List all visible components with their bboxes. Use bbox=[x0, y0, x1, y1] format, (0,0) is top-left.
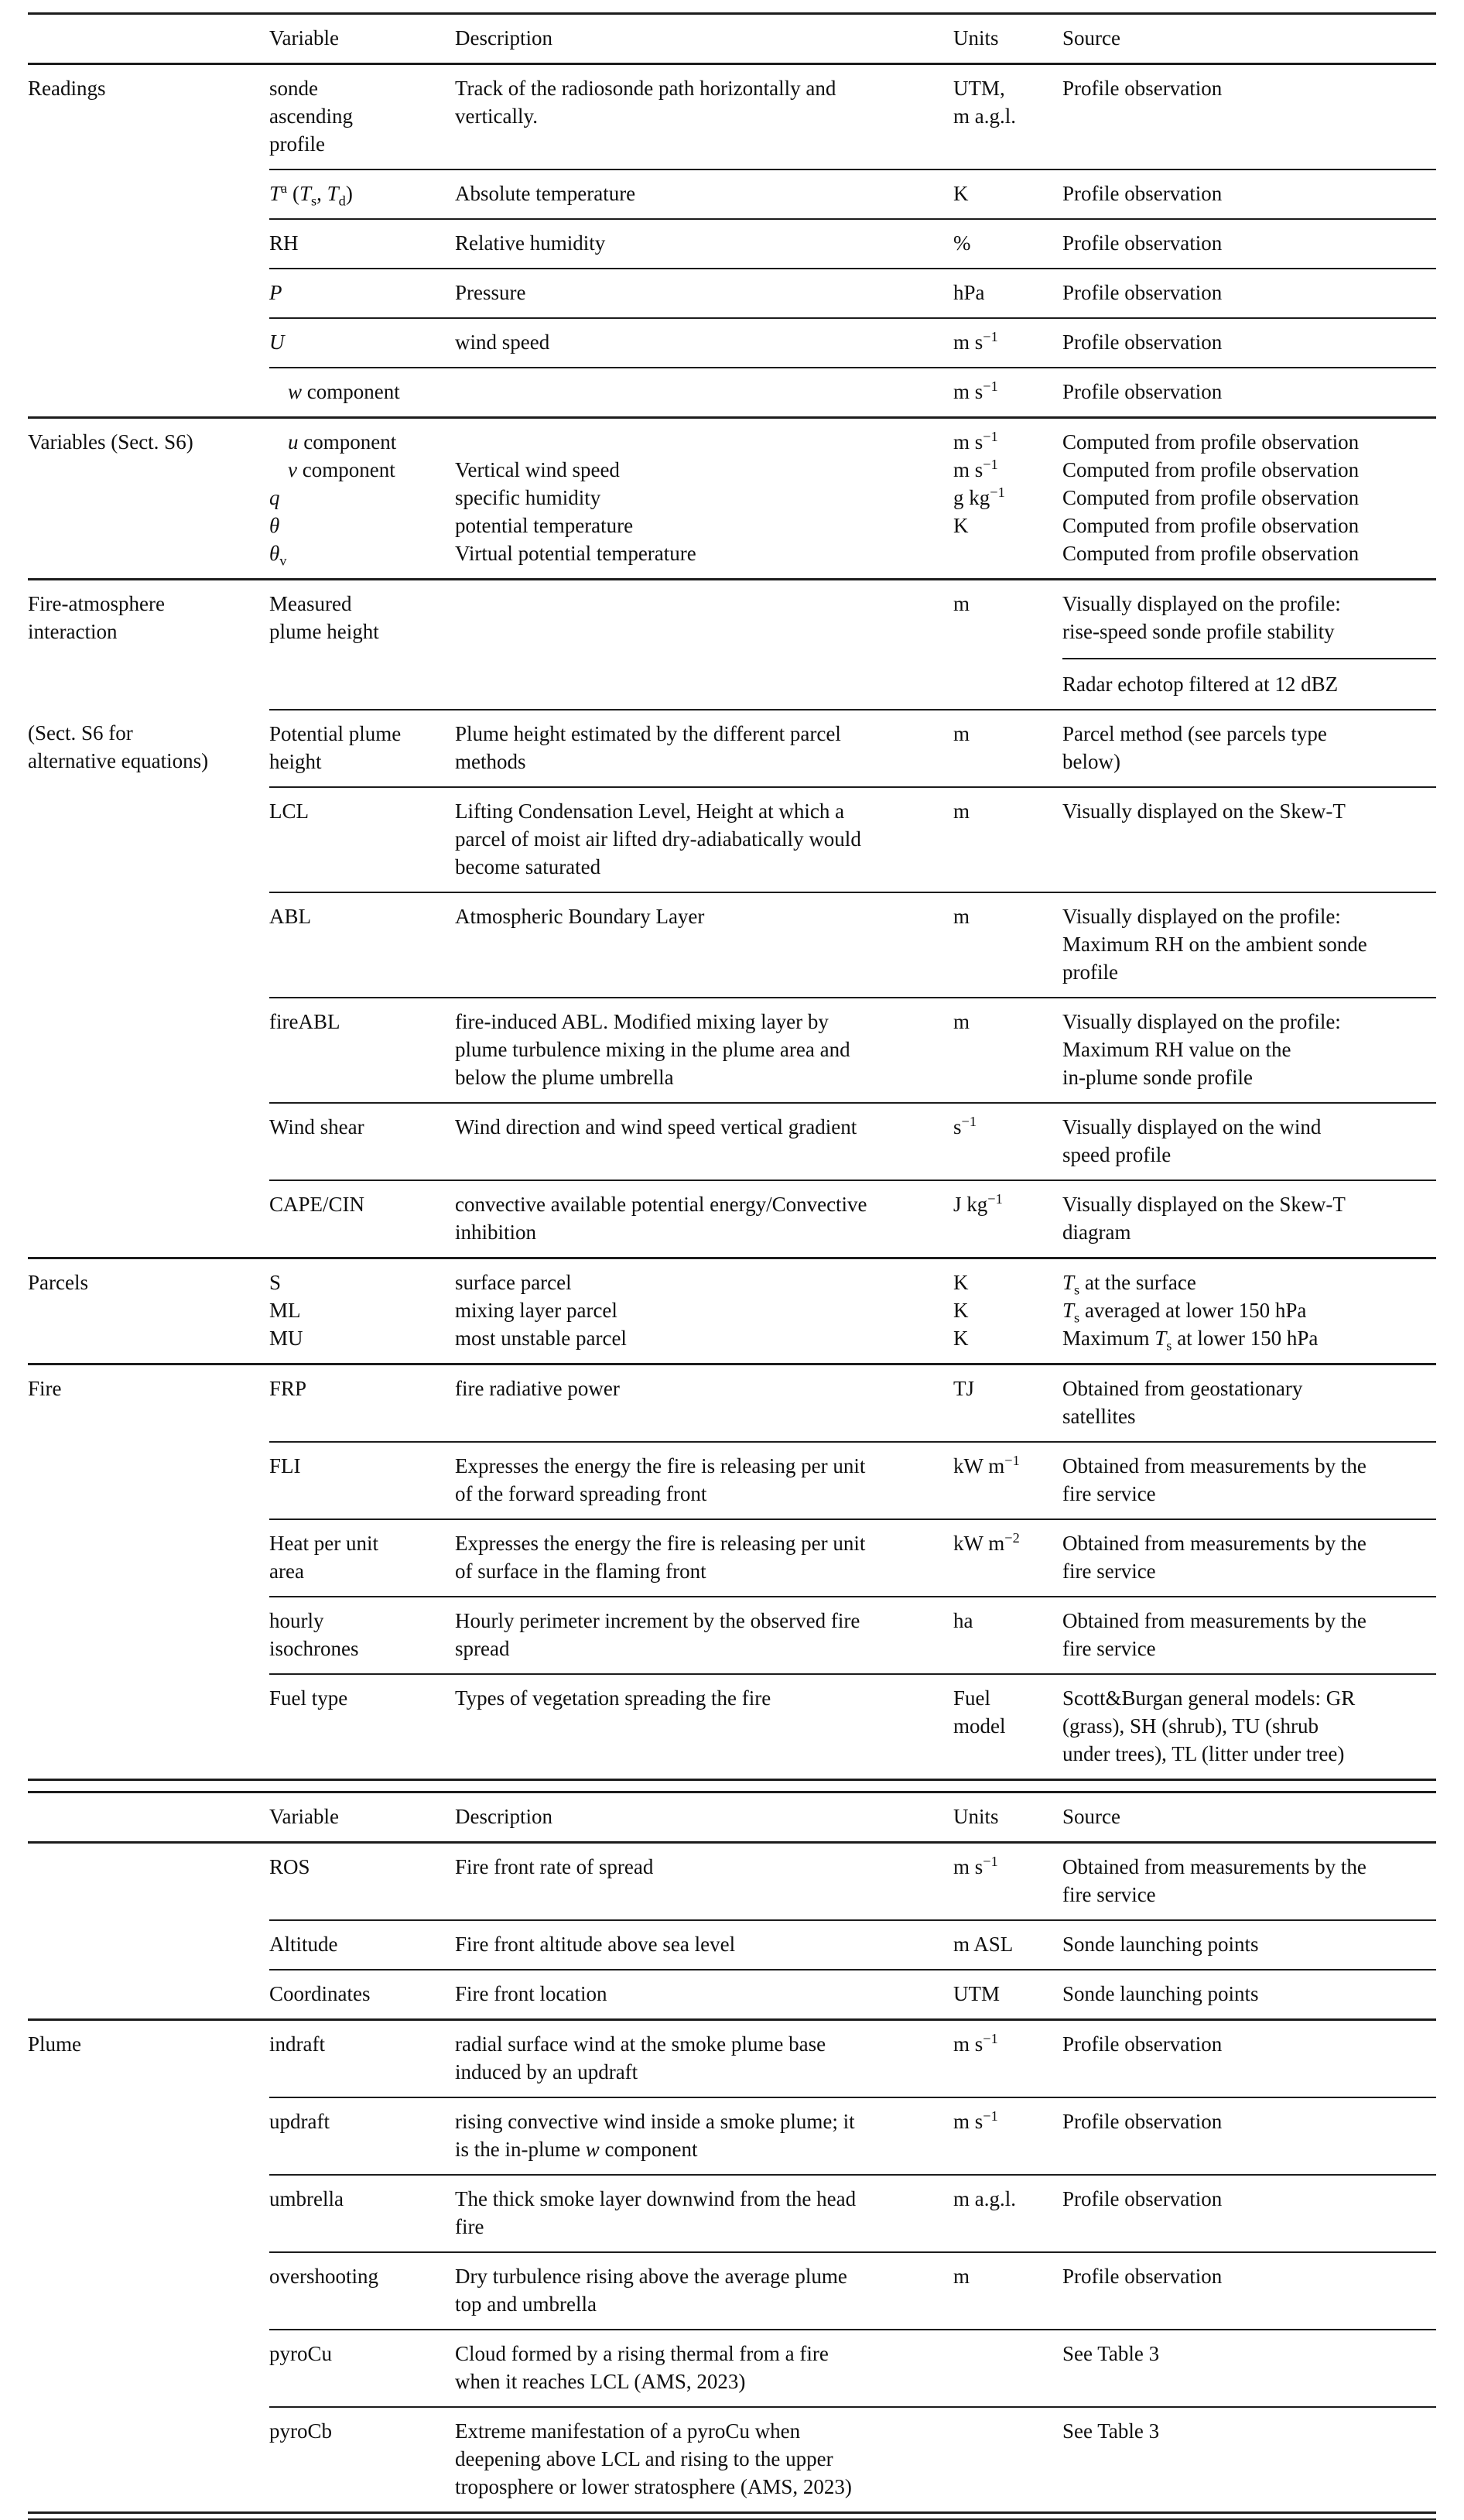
table-row bbox=[28, 1180, 1436, 1258]
table-row bbox=[28, 1258, 1436, 1364]
description-cell bbox=[455, 418, 953, 580]
table-row bbox=[28, 1970, 1436, 2020]
category-cell bbox=[28, 892, 269, 998]
cell-line: ML bbox=[269, 1299, 301, 1322]
variable-cell: Potential plume height bbox=[269, 710, 455, 787]
variable-cell: LCL bbox=[269, 787, 455, 892]
description-cell: radial surface wind at the smoke plume base induced by an updraft bbox=[455, 2020, 953, 2098]
header-description: Description bbox=[455, 14, 953, 64]
cell-line: $T_s$ averaged at lower 150 hPa bbox=[1062, 1299, 1307, 1326]
variables-table-1 bbox=[28, 12, 1436, 1781]
units-cell: hPa bbox=[953, 269, 1062, 318]
cell-line: Computed from profile observation bbox=[1062, 542, 1360, 565]
category-cell bbox=[28, 2097, 269, 2175]
source-cell: Visually displayed on the Skew-T diagram bbox=[1062, 1180, 1436, 1258]
units-cell: K bbox=[953, 169, 1062, 219]
source-cell: Profile observation bbox=[1062, 64, 1436, 170]
variable-cell: Heat per unit area bbox=[269, 1519, 455, 1597]
units-cell: kW $m^{-2}$ bbox=[953, 1519, 1062, 1597]
description-cell: Lifting Condensation Level, Height at which a parcel of moist air lifted dry-adiabatically would become saturated bbox=[455, 787, 953, 892]
category-cell bbox=[28, 2330, 269, 2407]
source-cell bbox=[1062, 1258, 1436, 1364]
table-row bbox=[28, 2020, 1436, 2098]
source-cell: See Table 3 bbox=[1062, 2330, 1436, 2407]
source-cell: Profile observation bbox=[1062, 2252, 1436, 2330]
variable-cell: RH bbox=[269, 219, 455, 269]
cell-line: K bbox=[953, 1299, 969, 1322]
units-cell bbox=[953, 418, 1062, 580]
source-cell: Visually displayed on the wind speed profile bbox=[1062, 1103, 1436, 1180]
header-units: Units bbox=[953, 14, 1062, 64]
cell-line: mixing layer parcel bbox=[455, 1299, 617, 1322]
source-cell: Visually displayed on the profile: Maximum RH on the ambient sonde profile bbox=[1062, 892, 1436, 998]
units-cell bbox=[953, 2330, 1062, 2407]
header-units: Units bbox=[953, 1792, 1062, 1843]
description-cell: Cloud formed by a rising thermal from a fire when it reaches LCL (AMS, 2023) bbox=[455, 2330, 953, 2407]
description-cell: Atmospheric Boundary Layer bbox=[455, 892, 953, 998]
header-empty-cell bbox=[28, 1792, 269, 1843]
variable-cell: sonde ascending profile bbox=[269, 64, 455, 170]
cell-line: K bbox=[953, 514, 969, 537]
description-cell: Expresses the energy the fire is releasing per unit of the forward spreading front bbox=[455, 1442, 953, 1519]
table-row bbox=[28, 892, 1436, 998]
table-row bbox=[28, 1843, 1436, 1921]
units-cell: Fuel model bbox=[953, 1674, 1062, 1780]
source-cell: Visually displayed on the Skew-T bbox=[1062, 787, 1436, 892]
description-cell: The thick smoke layer downwind from the head fire bbox=[455, 2175, 953, 2252]
category-cell bbox=[28, 1103, 269, 1180]
description-cell bbox=[455, 580, 953, 710]
source-cell bbox=[1062, 418, 1436, 580]
category-cell bbox=[28, 2175, 269, 2252]
table-row bbox=[28, 219, 1436, 269]
table-row bbox=[28, 1674, 1436, 1780]
header-variable: Variable bbox=[269, 1792, 455, 1843]
description-cell: Extreme manifestation of a pyroCu when deepening above LCL and rising to the upper troposphere or lower stratosphere (AMS, 2023) bbox=[455, 2407, 953, 2513]
units-cell: m bbox=[953, 892, 1062, 998]
units-cell: m bbox=[953, 710, 1062, 787]
source-cell: Parcel method (see parcels type below) bbox=[1062, 710, 1436, 787]
cell-line: θ bbox=[269, 514, 280, 537]
source-cell: Profile observation bbox=[1062, 318, 1436, 368]
variable-cell: pyroCb bbox=[269, 2407, 455, 2513]
cell-line: q bbox=[269, 486, 280, 509]
variable-cell bbox=[269, 368, 455, 418]
source-cell: Sonde launching points bbox=[1062, 1920, 1436, 1970]
variable-cell: FRP bbox=[269, 1364, 455, 1443]
cell-line: $\theta_v$ bbox=[269, 542, 287, 569]
variable-cell: Measured plume height bbox=[269, 580, 455, 710]
source-cell: Sonde launching points bbox=[1062, 1970, 1436, 2020]
variable-cell: Fuel type bbox=[269, 1674, 455, 1780]
variable-cell: pyroCu bbox=[269, 2330, 455, 2407]
source-cell: Scott&Burgan general models: GR (grass), SH (shrub), TU (shrub under trees), TL (litter under tree) bbox=[1062, 1674, 1436, 1780]
cell-line: most unstable parcel bbox=[455, 1327, 627, 1350]
variable-cell: fireABL bbox=[269, 998, 455, 1103]
source-cell: Obtained from geostationary satellites bbox=[1062, 1364, 1436, 1443]
source-subrow: Radar echotop filtered at 12 dBZ bbox=[1062, 658, 1436, 698]
table-row bbox=[28, 2097, 1436, 2175]
category-cell bbox=[28, 998, 269, 1103]
category-cell bbox=[28, 219, 269, 269]
units-cell: m ASL bbox=[953, 1920, 1062, 1970]
table-row bbox=[28, 64, 1436, 170]
category-cell: Parcels bbox=[28, 1258, 269, 1364]
variable-cell: CAPE/CIN bbox=[269, 1180, 455, 1258]
cell-line: Maximum $T_s$ at lower 150 hPa bbox=[1062, 1327, 1319, 1354]
description-cell: Fire front location bbox=[455, 1970, 953, 2020]
cell-line: v component bbox=[288, 458, 395, 481]
units-cell: $s^{-1}$ bbox=[953, 1103, 1062, 1180]
source-cell: See Table 3 bbox=[1062, 2407, 1436, 2513]
category-cell: Variables (Sect. S6) bbox=[28, 418, 269, 580]
variable-cell: FLI bbox=[269, 1442, 455, 1519]
cell-line: u component bbox=[288, 430, 397, 454]
units-cell: % bbox=[953, 219, 1062, 269]
cell-line: g $kg^{-1}$ bbox=[953, 484, 1005, 509]
cell-line: Computed from profile observation bbox=[1062, 458, 1360, 481]
category-cell: (Sect. S6 for alternative equations) bbox=[28, 721, 209, 772]
units-cell: m bbox=[953, 787, 1062, 892]
category-cell bbox=[28, 1674, 269, 1780]
description-cell: Hourly perimeter increment by the observed fire spread bbox=[455, 1597, 953, 1674]
variable-cell: Wind shear bbox=[269, 1103, 455, 1180]
cell-line: K bbox=[953, 1271, 969, 1294]
source-cell: Profile observation bbox=[1062, 2097, 1436, 2175]
units-cell bbox=[953, 2407, 1062, 2513]
table-row bbox=[28, 269, 1436, 318]
units-cell: m bbox=[953, 2252, 1062, 2330]
description-cell: Fire front rate of spread bbox=[455, 1843, 953, 1921]
category-cell bbox=[28, 1970, 269, 2020]
units-cell: ha bbox=[953, 1597, 1062, 1674]
variable-cell: P bbox=[269, 269, 455, 318]
description-cell: rising convective wind inside a smoke plume; it is the in-plume w component bbox=[455, 2097, 953, 2175]
header-description: Description bbox=[455, 1792, 953, 1843]
header-empty-cell bbox=[28, 14, 269, 64]
table-row bbox=[28, 2175, 1436, 2252]
header-source: Source bbox=[1062, 1792, 1436, 1843]
cell-line: surface parcel bbox=[455, 1271, 572, 1294]
units-cell: m bbox=[953, 580, 1062, 710]
variable-cell: indraft bbox=[269, 2020, 455, 2098]
variable-cell: $T^a$ ($T_s$, $T_d$) bbox=[269, 169, 455, 219]
cell-line: K bbox=[953, 1327, 969, 1350]
description-cell bbox=[455, 368, 953, 418]
cell-line: Computed from profile observation bbox=[1062, 514, 1360, 537]
description-cell: Relative humidity bbox=[455, 219, 953, 269]
description-cell: Track of the radiosonde path horizontally and vertically. bbox=[455, 64, 953, 170]
table-row bbox=[28, 1519, 1436, 1597]
description-cell: Types of vegetation spreading the fire bbox=[455, 1674, 953, 1780]
description-cell: Absolute temperature bbox=[455, 169, 953, 219]
variable-cell: umbrella bbox=[269, 2175, 455, 2252]
description-cell: Dry turbulence rising above the average plume top and umbrella bbox=[455, 2252, 953, 2330]
cell-line bbox=[953, 539, 1044, 567]
header-variable: Variable bbox=[269, 14, 455, 64]
table-row bbox=[28, 1442, 1436, 1519]
category-cell bbox=[28, 1442, 269, 1519]
source-cell: Profile observation bbox=[1062, 2175, 1436, 2252]
header-source: Source bbox=[1062, 14, 1436, 64]
table-row bbox=[28, 1597, 1436, 1674]
category-cell: Fire-atmosphere interaction bbox=[28, 580, 269, 710]
cell-line: S bbox=[269, 1271, 282, 1294]
category-cell: Readings bbox=[28, 64, 269, 170]
description-cell: Pressure bbox=[455, 269, 953, 318]
variable-cell: overshooting bbox=[269, 2252, 455, 2330]
category-cell: Plume bbox=[28, 2020, 269, 2098]
table-row bbox=[28, 318, 1436, 368]
table-row bbox=[28, 418, 1436, 580]
cell-line: Vertical wind speed bbox=[455, 458, 620, 481]
source-cell: Profile observation bbox=[1062, 169, 1436, 219]
source-cell: Profile observation bbox=[1062, 219, 1436, 269]
category-cell bbox=[28, 1920, 269, 1970]
category-cell bbox=[28, 318, 269, 368]
description-cell: wind speed bbox=[455, 318, 953, 368]
description-cell: fire radiative power bbox=[455, 1364, 953, 1443]
source-cell: Profile observation bbox=[1062, 269, 1436, 318]
table-row bbox=[28, 2407, 1436, 2513]
table-row bbox=[28, 1364, 1436, 1443]
source-cell: Obtained from measurements by the fire service bbox=[1062, 1442, 1436, 1519]
table-row bbox=[28, 710, 1436, 787]
variable-cell: U bbox=[269, 318, 455, 368]
units-cell: m $s^{-1}$ bbox=[953, 318, 1062, 368]
source-cell: Profile observation bbox=[1062, 368, 1436, 418]
category-cell bbox=[28, 787, 269, 892]
units-cell: m $s^{-1}$ bbox=[953, 2097, 1062, 2175]
variables-table-2 bbox=[28, 1791, 1436, 2514]
cell-line: specific humidity bbox=[455, 486, 601, 509]
variable-cell: updraft bbox=[269, 2097, 455, 2175]
source-subrow: Visually displayed on the profile: rise-speed sonde profile stability bbox=[1062, 592, 1341, 643]
category-cell bbox=[28, 1843, 269, 1921]
table-header-row bbox=[28, 14, 1436, 64]
source-cell: Obtained from measurements by the fire service bbox=[1062, 1843, 1436, 1921]
units-cell: m bbox=[953, 998, 1062, 1103]
cell-line: potential temperature bbox=[455, 514, 634, 537]
table-row bbox=[28, 1103, 1436, 1180]
cell-line bbox=[455, 428, 935, 456]
variable-cell bbox=[269, 418, 455, 580]
category-cell bbox=[28, 368, 269, 418]
table-row bbox=[28, 1920, 1436, 1970]
cell-line: $T_s$ at the surface bbox=[1062, 1271, 1196, 1298]
units-cell: m $s^{-1}$ bbox=[953, 1843, 1062, 1921]
variable-cell: ROS bbox=[269, 1843, 455, 1921]
variable-cell: hourly isochrones bbox=[269, 1597, 455, 1674]
double-rule-gap bbox=[28, 1781, 1464, 1791]
table-header-row bbox=[28, 1792, 1436, 1843]
units-cell: kW $m^{-1}$ bbox=[953, 1442, 1062, 1519]
category-cell: Fire bbox=[28, 1364, 269, 1443]
description-cell: Plume height estimated by the different parcel methods bbox=[455, 710, 953, 787]
variable-cell: Coordinates bbox=[269, 1970, 455, 2020]
units-cell: m $s^{-1}$ bbox=[953, 368, 1062, 418]
variable-cell: ABL bbox=[269, 892, 455, 998]
description-cell: Wind direction and wind speed vertical gradient bbox=[455, 1103, 953, 1180]
category-cell bbox=[28, 1519, 269, 1597]
cell-line: Virtual potential temperature bbox=[455, 542, 696, 565]
description-cell: fire-induced ABL. Modified mixing layer by plume turbulence mixing in the plume area and below the plume umbrella bbox=[455, 998, 953, 1103]
table-row bbox=[28, 368, 1436, 418]
category-cell bbox=[28, 269, 269, 318]
units-cell: TJ bbox=[953, 1364, 1062, 1443]
category-cell bbox=[28, 2252, 269, 2330]
source-cell: Obtained from measurements by the fire service bbox=[1062, 1519, 1436, 1597]
units-cell: UTM, m a.g.l. bbox=[953, 64, 1062, 170]
cell-line: w component bbox=[288, 380, 400, 403]
table-row bbox=[28, 787, 1436, 892]
category-cell bbox=[28, 1180, 269, 1258]
units-cell: m a.g.l. bbox=[953, 2175, 1062, 2252]
category-cell bbox=[28, 2407, 269, 2513]
description-cell: Expresses the energy the fire is releasing per unit of surface in the flaming front bbox=[455, 1519, 953, 1597]
variable-cell: Altitude bbox=[269, 1920, 455, 1970]
description-cell: convective available potential energy/Convective inhibition bbox=[455, 1180, 953, 1258]
cell-line: m $s^{-1}$ bbox=[953, 429, 998, 454]
description-cell bbox=[455, 1258, 953, 1364]
cell-line: MU bbox=[269, 1327, 303, 1350]
units-cell: UTM bbox=[953, 1970, 1062, 2020]
table-row bbox=[28, 2330, 1436, 2407]
table-row bbox=[28, 998, 1436, 1103]
source-cell: Profile observation bbox=[1062, 2020, 1436, 2098]
units-cell bbox=[953, 1258, 1062, 1364]
category-cell bbox=[28, 1597, 269, 1674]
description-cell: Fire front altitude above sea level bbox=[455, 1920, 953, 1970]
units-cell: J $kg^{-1}$ bbox=[953, 1180, 1062, 1258]
source-cell: Obtained from measurements by the fire service bbox=[1062, 1597, 1436, 1674]
source-cell bbox=[1062, 580, 1436, 710]
cell-line: Computed from profile observation bbox=[1062, 430, 1360, 454]
cell-line: m $s^{-1}$ bbox=[953, 457, 998, 481]
table-row bbox=[28, 580, 1436, 710]
table-row bbox=[28, 169, 1436, 219]
table-row bbox=[28, 2252, 1436, 2330]
units-cell: m $s^{-1}$ bbox=[953, 2020, 1062, 2098]
cell-line: Computed from profile observation bbox=[1062, 486, 1360, 509]
category-cell bbox=[28, 169, 269, 219]
source-cell: Visually displayed on the profile: Maximum RH value on the in-plume sonde profile bbox=[1062, 998, 1436, 1103]
variable-cell bbox=[269, 1258, 455, 1364]
